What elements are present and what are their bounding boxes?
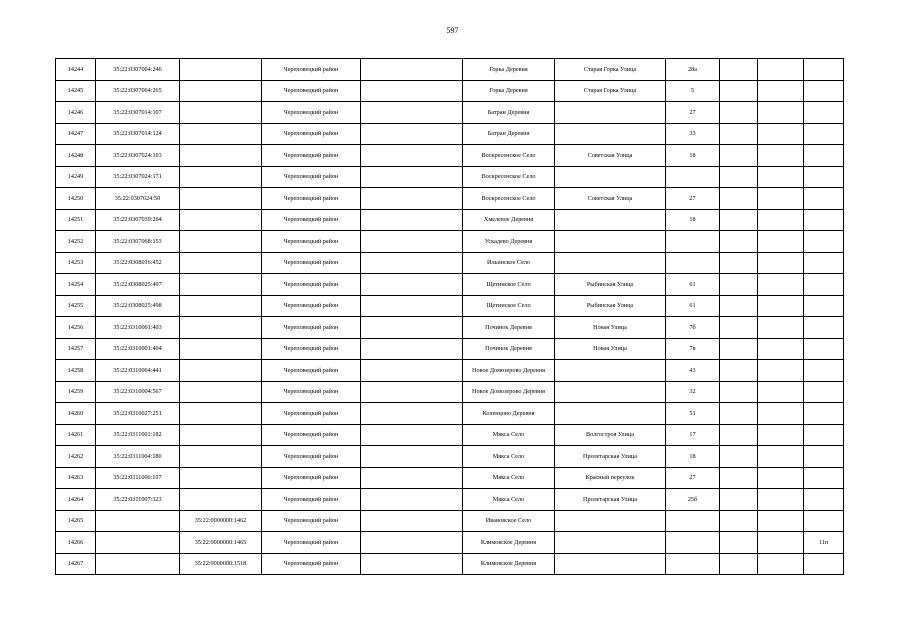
extra-col-1-cell xyxy=(720,252,758,274)
row-number-cell: 14246 xyxy=(56,102,96,124)
house-number-cell xyxy=(666,510,720,532)
house-number-cell: 28а xyxy=(666,59,720,81)
extra-col-1-cell xyxy=(720,553,758,575)
district-cell: Череповецкий район xyxy=(262,532,361,554)
house-number-cell: 7в xyxy=(666,338,720,360)
house-number-cell: 18 xyxy=(666,145,720,167)
street-cell xyxy=(555,553,666,575)
cadastral-number-cell: 35:22:0307014:107 xyxy=(96,102,180,124)
extra-col-2-cell xyxy=(758,338,804,360)
row-number-cell: 14267 xyxy=(56,553,96,575)
table-row xyxy=(56,209,844,231)
extra-col-3-cell xyxy=(804,403,844,425)
table-row xyxy=(56,467,844,489)
extra-col-3-cell xyxy=(804,274,844,296)
district-cell: Череповецкий район xyxy=(262,209,361,231)
row-number-cell: 14265 xyxy=(56,510,96,532)
street-cell xyxy=(555,381,666,403)
extra-col-3-cell xyxy=(804,59,844,81)
house-number-cell: 43 xyxy=(666,360,720,382)
extra-col-3-cell xyxy=(804,338,844,360)
extra-col-3-cell xyxy=(804,209,844,231)
district-cell: Череповецкий район xyxy=(262,295,361,317)
locality-extra-cell xyxy=(361,231,463,253)
locality-extra-cell xyxy=(361,553,463,575)
cadastral-number-cell: 35:22:0307014:124 xyxy=(96,123,180,145)
extra-col-2-cell xyxy=(758,166,804,188)
cadastral-number-cell: 35:22:0310001:403 xyxy=(96,317,180,339)
extra-col-2-cell xyxy=(758,295,804,317)
extra-col-1-cell xyxy=(720,360,758,382)
street-cell xyxy=(555,123,666,145)
parcel-cadastral-number-cell xyxy=(180,209,262,231)
district-cell: Череповецкий район xyxy=(262,274,361,296)
extra-col-1-cell xyxy=(720,145,758,167)
house-number-cell xyxy=(666,231,720,253)
locality-extra-cell xyxy=(361,166,463,188)
table-row xyxy=(56,381,844,403)
district-cell: Череповецкий район xyxy=(262,510,361,532)
extra-col-3-cell xyxy=(804,424,844,446)
extra-col-1-cell xyxy=(720,102,758,124)
district-cell: Череповецкий район xyxy=(262,360,361,382)
table-row xyxy=(56,317,844,339)
parcel-cadastral-number-cell xyxy=(180,467,262,489)
row-number-cell: 14261 xyxy=(56,424,96,446)
table-row xyxy=(56,274,844,296)
district-cell: Череповецкий район xyxy=(262,403,361,425)
district-cell: Череповецкий район xyxy=(262,102,361,124)
house-number-cell: 18 xyxy=(666,209,720,231)
extra-col-1-cell xyxy=(720,188,758,210)
row-number-cell: 14262 xyxy=(56,446,96,468)
cadastral-number-cell: 35:22:0308025:497 xyxy=(96,274,180,296)
row-number-cell: 14251 xyxy=(56,209,96,231)
extra-col-3-cell xyxy=(804,489,844,511)
parcel-cadastral-number-cell xyxy=(180,489,262,511)
locality-extra-cell xyxy=(361,295,463,317)
locality-cell: Воскресенское Село xyxy=(463,188,555,210)
house-number-cell: 61 xyxy=(666,295,720,317)
district-cell: Череповецкий район xyxy=(262,467,361,489)
extra-col-2-cell xyxy=(758,145,804,167)
locality-cell: Ильинское Село xyxy=(463,252,555,274)
extra-col-2-cell xyxy=(758,123,804,145)
locality-cell: Мякса Село xyxy=(463,424,555,446)
row-number-cell: 14244 xyxy=(56,59,96,81)
district-cell: Череповецкий район xyxy=(262,381,361,403)
extra-col-2-cell xyxy=(758,360,804,382)
house-number-cell xyxy=(666,553,720,575)
extra-col-1-cell xyxy=(720,123,758,145)
parcel-cadastral-number-cell xyxy=(180,274,262,296)
extra-col-1-cell xyxy=(720,231,758,253)
extra-col-3-cell xyxy=(804,123,844,145)
parcel-cadastral-number-cell xyxy=(180,145,262,167)
cadastral-number-cell: 35:22:0308016:452 xyxy=(96,252,180,274)
cadastral-number-cell: 35:22:0307024:103 xyxy=(96,145,180,167)
extra-col-2-cell xyxy=(758,510,804,532)
extra-col-3-cell xyxy=(804,553,844,575)
parcel-cadastral-number-cell: 35:22:0000000:1518 xyxy=(180,553,262,575)
house-number-cell: 7б xyxy=(666,317,720,339)
cadastral-number-cell: 35:22:0311006:107 xyxy=(96,467,180,489)
extra-col-2-cell xyxy=(758,252,804,274)
cadastral-number-cell: 35:22:0307004:246 xyxy=(96,59,180,81)
row-number-cell: 14263 xyxy=(56,467,96,489)
district-cell: Череповецкий район xyxy=(262,166,361,188)
cadastral-number-cell: 35:22:0307024:171 xyxy=(96,166,180,188)
row-number-cell: 14245 xyxy=(56,80,96,102)
locality-extra-cell xyxy=(361,209,463,231)
house-number-cell: 5 xyxy=(666,80,720,102)
locality-cell: Батран Деревня xyxy=(463,123,555,145)
locality-extra-cell xyxy=(361,446,463,468)
extra-col-1-cell xyxy=(720,467,758,489)
row-number-cell: 14258 xyxy=(56,360,96,382)
row-number-cell: 14260 xyxy=(56,403,96,425)
district-cell: Череповецкий район xyxy=(262,123,361,145)
house-number-cell: 25б xyxy=(666,489,720,511)
table-row xyxy=(56,510,844,532)
row-number-cell: 14257 xyxy=(56,338,96,360)
street-cell xyxy=(555,510,666,532)
table-row xyxy=(56,231,844,253)
parcel-cadastral-number-cell xyxy=(180,188,262,210)
locality-extra-cell xyxy=(361,403,463,425)
street-cell: Пролетарская Улица xyxy=(555,446,666,468)
extra-col-1-cell xyxy=(720,510,758,532)
house-number-cell: 27 xyxy=(666,188,720,210)
extra-col-3-cell xyxy=(804,360,844,382)
locality-cell: Воскресенское Село xyxy=(463,166,555,188)
extra-col-3-cell xyxy=(804,80,844,102)
street-cell: Красный переулок xyxy=(555,467,666,489)
house-number-cell xyxy=(666,532,720,554)
extra-col-2-cell xyxy=(758,467,804,489)
extra-col-2-cell xyxy=(758,188,804,210)
locality-cell: Новое Домозерово Деревня xyxy=(463,381,555,403)
parcel-cadastral-number-cell xyxy=(180,338,262,360)
parcel-cadastral-number-cell xyxy=(180,59,262,81)
street-cell: Новая Улица xyxy=(555,338,666,360)
locality-cell: Хмелевое Деревня xyxy=(463,209,555,231)
extra-col-2-cell xyxy=(758,209,804,231)
district-cell: Череповецкий район xyxy=(262,553,361,575)
row-number-cell: 14264 xyxy=(56,489,96,511)
row-number-cell: 14266 xyxy=(56,532,96,554)
register-table xyxy=(55,58,844,575)
table-row xyxy=(56,338,844,360)
locality-extra-cell xyxy=(361,532,463,554)
parcel-cadastral-number-cell xyxy=(180,317,262,339)
parcel-cadastral-number-cell xyxy=(180,360,262,382)
district-cell: Череповецкий район xyxy=(262,424,361,446)
parcel-cadastral-number-cell xyxy=(180,80,262,102)
locality-extra-cell xyxy=(361,274,463,296)
table-row xyxy=(56,553,844,575)
extra-col-2-cell xyxy=(758,317,804,339)
cadastral-number-cell: 35:22:0307068:153 xyxy=(96,231,180,253)
street-cell xyxy=(555,102,666,124)
extra-col-3-cell xyxy=(804,317,844,339)
cadastral-number-cell xyxy=(96,510,180,532)
parcel-cadastral-number-cell xyxy=(180,446,262,468)
district-cell: Череповецкий район xyxy=(262,80,361,102)
district-cell: Череповецкий район xyxy=(262,231,361,253)
extra-col-1-cell xyxy=(720,446,758,468)
cadastral-number-cell: 35:22:0310004:567 xyxy=(96,381,180,403)
extra-col-3-cell xyxy=(804,252,844,274)
table-row xyxy=(56,80,844,102)
extra-col-3-cell xyxy=(804,295,844,317)
house-number-cell xyxy=(666,252,720,274)
table-row xyxy=(56,360,844,382)
extra-col-1-cell xyxy=(720,80,758,102)
house-number-cell: 17 xyxy=(666,424,720,446)
cadastral-number-cell: 35:22:0310001:404 xyxy=(96,338,180,360)
extra-col-3-cell xyxy=(804,381,844,403)
extra-col-2-cell xyxy=(758,80,804,102)
locality-cell: Щетинское Село xyxy=(463,295,555,317)
extra-col-2-cell xyxy=(758,553,804,575)
street-cell xyxy=(555,532,666,554)
locality-cell: Починок Деревня xyxy=(463,317,555,339)
row-number-cell: 14250 xyxy=(56,188,96,210)
street-cell xyxy=(555,360,666,382)
extra-col-3-cell xyxy=(804,188,844,210)
parcel-cadastral-number-cell xyxy=(180,102,262,124)
cadastral-number-cell: 35:22:0307024:50 xyxy=(96,188,180,210)
locality-extra-cell xyxy=(361,424,463,446)
cadastral-number-cell: 35:22:0310027:251 xyxy=(96,403,180,425)
table-row xyxy=(56,102,844,124)
locality-extra-cell xyxy=(361,252,463,274)
cadastral-number-cell: 35:22:0311007:323 xyxy=(96,489,180,511)
extra-col-3-cell xyxy=(804,166,844,188)
extra-col-1-cell xyxy=(720,317,758,339)
extra-col-1-cell xyxy=(720,166,758,188)
parcel-cadastral-number-cell xyxy=(180,295,262,317)
cadastral-number-cell: 35:22:0311001:182 xyxy=(96,424,180,446)
parcel-cadastral-number-cell xyxy=(180,381,262,403)
table-row xyxy=(56,145,844,167)
house-number-cell: 51 xyxy=(666,403,720,425)
locality-cell: Ивановское Село xyxy=(463,510,555,532)
locality-cell: Коленцово Деревня xyxy=(463,403,555,425)
extra-col-1-cell xyxy=(720,295,758,317)
extra-col-1-cell xyxy=(720,532,758,554)
extra-col-1-cell xyxy=(720,59,758,81)
extra-col-3-cell xyxy=(804,467,844,489)
locality-cell: Горка Деревня xyxy=(463,59,555,81)
locality-extra-cell xyxy=(361,102,463,124)
locality-cell: Мякса Село xyxy=(463,489,555,511)
table-row xyxy=(56,252,844,274)
parcel-cadastral-number-cell xyxy=(180,424,262,446)
district-cell: Череповецкий район xyxy=(262,59,361,81)
street-cell: Советская Улица xyxy=(555,188,666,210)
parcel-cadastral-number-cell xyxy=(180,166,262,188)
district-cell: Череповецкий район xyxy=(262,317,361,339)
district-cell: Череповецкий район xyxy=(262,446,361,468)
row-number-cell: 14256 xyxy=(56,317,96,339)
table-row xyxy=(56,532,844,554)
locality-cell: Новое Домозерово Деревня xyxy=(463,360,555,382)
extra-col-3-cell xyxy=(804,510,844,532)
extra-col-1-cell xyxy=(720,209,758,231)
row-number-cell: 14252 xyxy=(56,231,96,253)
extra-col-3-cell: 11п xyxy=(804,532,844,554)
house-number-cell: 32 xyxy=(666,381,720,403)
parcel-cadastral-number-cell xyxy=(180,123,262,145)
street-cell xyxy=(555,166,666,188)
locality-cell: Починок Деревня xyxy=(463,338,555,360)
extra-col-1-cell xyxy=(720,381,758,403)
locality-cell: Климовское Деревня xyxy=(463,553,555,575)
parcel-cadastral-number-cell xyxy=(180,231,262,253)
locality-cell: Горка Деревня xyxy=(463,80,555,102)
house-number-cell xyxy=(666,166,720,188)
locality-cell: Воскресенское Село xyxy=(463,145,555,167)
row-number-cell: 14249 xyxy=(56,166,96,188)
extra-col-2-cell xyxy=(758,446,804,468)
extra-col-3-cell xyxy=(804,102,844,124)
district-cell: Череповецкий район xyxy=(262,252,361,274)
row-number-cell: 14253 xyxy=(56,252,96,274)
parcel-cadastral-number-cell xyxy=(180,252,262,274)
table-row xyxy=(56,59,844,81)
street-cell: Новая Улица xyxy=(555,317,666,339)
extra-col-2-cell xyxy=(758,59,804,81)
extra-col-2-cell xyxy=(758,231,804,253)
extra-col-2-cell xyxy=(758,532,804,554)
table-row xyxy=(56,446,844,468)
locality-extra-cell xyxy=(361,381,463,403)
cadastral-number-cell: 35:22:0311004:180 xyxy=(96,446,180,468)
extra-col-3-cell xyxy=(804,145,844,167)
cadastral-number-cell: 35:22:0308025:498 xyxy=(96,295,180,317)
street-cell: Пролетарская Улица xyxy=(555,489,666,511)
table-row xyxy=(56,123,844,145)
district-cell: Череповецкий район xyxy=(262,338,361,360)
cadastral-number-cell xyxy=(96,553,180,575)
table-row xyxy=(56,424,844,446)
district-cell: Череповецкий район xyxy=(262,489,361,511)
locality-cell: Мякса Село xyxy=(463,467,555,489)
table-row xyxy=(56,188,844,210)
locality-extra-cell xyxy=(361,145,463,167)
row-number-cell: 14259 xyxy=(56,381,96,403)
locality-extra-cell xyxy=(361,317,463,339)
locality-extra-cell xyxy=(361,80,463,102)
cadastral-number-cell: 35:22:0307039:264 xyxy=(96,209,180,231)
locality-extra-cell xyxy=(361,467,463,489)
table-row xyxy=(56,295,844,317)
house-number-cell: 27 xyxy=(666,102,720,124)
extra-col-2-cell xyxy=(758,274,804,296)
row-number-cell: 14247 xyxy=(56,123,96,145)
locality-extra-cell xyxy=(361,510,463,532)
street-cell: Советская Улица xyxy=(555,145,666,167)
row-number-cell: 14248 xyxy=(56,145,96,167)
row-number-cell: 14254 xyxy=(56,274,96,296)
house-number-cell: 27 xyxy=(666,467,720,489)
extra-col-2-cell xyxy=(758,403,804,425)
table-row xyxy=(56,166,844,188)
extra-col-2-cell xyxy=(758,102,804,124)
locality-extra-cell xyxy=(361,338,463,360)
extra-col-1-cell xyxy=(720,424,758,446)
house-number-cell: 18 xyxy=(666,446,720,468)
parcel-cadastral-number-cell xyxy=(180,403,262,425)
cadastral-number-cell xyxy=(96,532,180,554)
locality-cell: Климовское Деревня xyxy=(463,532,555,554)
street-cell xyxy=(555,231,666,253)
locality-cell: Мякса Село xyxy=(463,446,555,468)
extra-col-1-cell xyxy=(720,338,758,360)
district-cell: Череповецкий район xyxy=(262,188,361,210)
cadastral-number-cell: 35:22:0310004:441 xyxy=(96,360,180,382)
page-number: 597 xyxy=(446,26,459,35)
extra-col-1-cell xyxy=(720,274,758,296)
locality-cell: Щетинское Село xyxy=(463,274,555,296)
locality-extra-cell xyxy=(361,59,463,81)
extra-col-3-cell xyxy=(804,446,844,468)
locality-extra-cell xyxy=(361,188,463,210)
parcel-cadastral-number-cell: 35:22:0000000:1462 xyxy=(180,510,262,532)
row-number-cell: 14255 xyxy=(56,295,96,317)
street-cell: Рыбинская Улица xyxy=(555,274,666,296)
cadastral-number-cell: 35:22:0307004:265 xyxy=(96,80,180,102)
table-row xyxy=(56,403,844,425)
locality-extra-cell xyxy=(361,123,463,145)
street-cell xyxy=(555,403,666,425)
locality-extra-cell xyxy=(361,489,463,511)
locality-cell: Батран Деревня xyxy=(463,102,555,124)
street-cell: Старая Горка Улица xyxy=(555,80,666,102)
district-cell: Череповецкий район xyxy=(262,145,361,167)
extra-col-1-cell xyxy=(720,489,758,511)
parcel-cadastral-number-cell: 35:22:0000000:1465 xyxy=(180,532,262,554)
street-cell: Рыбинская Улица xyxy=(555,295,666,317)
extra-col-3-cell xyxy=(804,231,844,253)
street-cell: Волгостроя Улица xyxy=(555,424,666,446)
locality-extra-cell xyxy=(361,360,463,382)
extra-col-2-cell xyxy=(758,489,804,511)
locality-cell: Ускадево Деревня xyxy=(463,231,555,253)
house-number-cell: 33 xyxy=(666,123,720,145)
table-row xyxy=(56,489,844,511)
street-cell: Старая Горка Улица xyxy=(555,59,666,81)
house-number-cell: 61 xyxy=(666,274,720,296)
extra-col-2-cell xyxy=(758,424,804,446)
extra-col-2-cell xyxy=(758,381,804,403)
extra-col-1-cell xyxy=(720,403,758,425)
street-cell xyxy=(555,252,666,274)
street-cell xyxy=(555,209,666,231)
